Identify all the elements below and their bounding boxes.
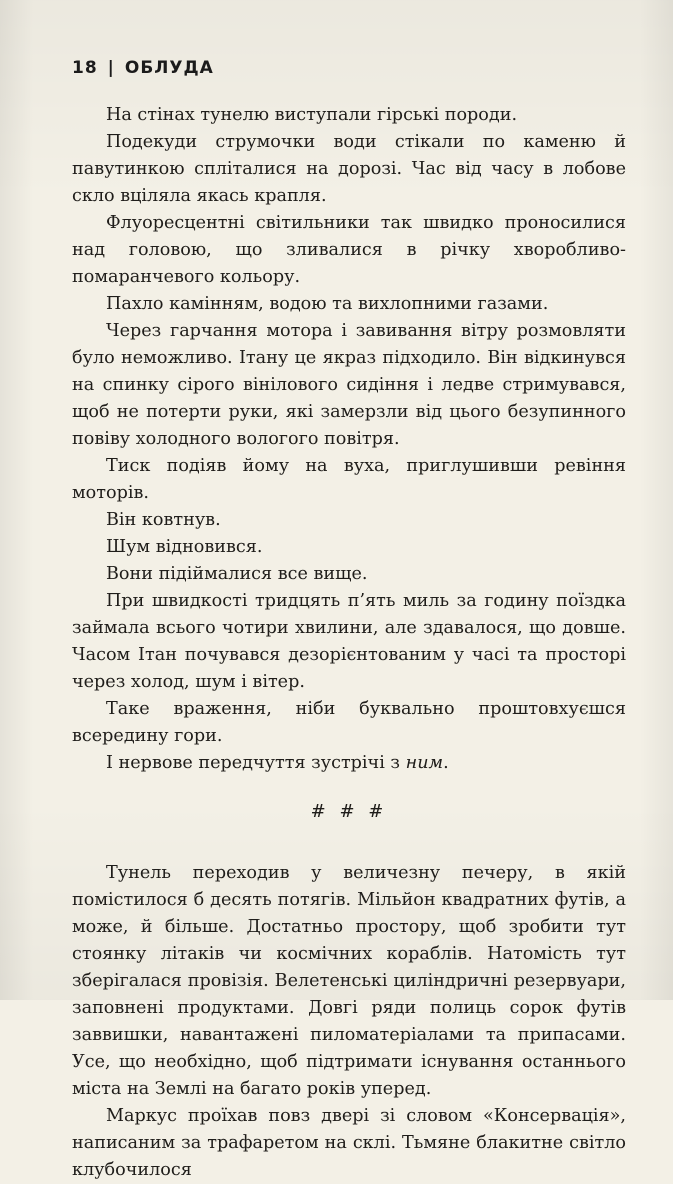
paragraph-text: І нервове передчуття зустрічі з — [106, 753, 406, 773]
paragraph-with-emphasis — [72, 750, 626, 777]
paragraph: Через гарчання мотора і завивання вітру розмовляти було неможливо. Ітану це якраз підходило. Він відкинувся на спинку сірого вінілового сидіння і ледве стримувався, щоб не потерти руки, які замерзли від цього безупинного повіву холодного вологого повітря. — [72, 321, 626, 449]
paragraph: Тунель переходив у величезну печеру, в якій помістилося б десять потягів. Мільйон квадратних футів, а може, й більше. Достатньо простору, щоб зробити тут стоянку літаків чи космічних кораблів. Натомість тут зберігалася провізія. Велетенські циліндричні резервуари, заповнені продуктами. Довгі ряди полиць сорок футів заввишки, навантажені пиломатеріалами та припасами. Усе, що необхідно, щоб підтримати існування останнього міста на Землі на багато років уперед. — [72, 863, 626, 1099]
running-head — [72, 58, 214, 78]
paragraph: На стінах тунелю виступали гірські породи. — [106, 105, 518, 125]
book-title: ОБЛУДА — [124, 58, 214, 78]
running-head-separator: | — [107, 58, 115, 78]
paragraph-text-end: . — [443, 753, 449, 773]
paragraph: Пахло камінням, водою та вихлопними газами. — [106, 294, 549, 314]
paragraph: При швидкості тридцять п’ять миль за годину поїздка займала всього чотири хвилини, але здавалося, що довше. Часом Ітан почувався дезорієнтованим у часі та просторі через холод, шум і вітер. — [72, 591, 626, 692]
emphasized-word: ним — [405, 753, 444, 773]
paragraph: Вони підіймалися все вище. — [106, 564, 368, 584]
paragraph: Подекуди струмочки води стікали по каменю й павутинкою спліталися на дорозі. Час від часу в лобове скло вціляла якась крапля. — [72, 132, 626, 206]
paragraph: Таке враження, ніби буквально проштовхуєшся всередину гори. — [72, 699, 626, 746]
paragraph: Тиск подіяв йому на вуха, приглушивши ревіння моторів. — [72, 456, 626, 503]
paragraph: Маркус проїхав повз двері зі словом «Консервація», написаним за трафаретом на склі. Тьмяне блакитне світло клубочилося — [72, 1106, 626, 1180]
paragraph: Шум відновився. — [106, 537, 263, 557]
page-number: 18 — [72, 58, 98, 78]
page-body — [72, 102, 626, 1184]
paragraph: Флуоресцентні світильники так швидко проносилися над головою, що зливалися в річку хворобливо-помаранчевого кольору. — [72, 213, 626, 287]
paragraph: Він ковтнув. — [106, 510, 221, 530]
section-break: # # # — [310, 801, 388, 822]
